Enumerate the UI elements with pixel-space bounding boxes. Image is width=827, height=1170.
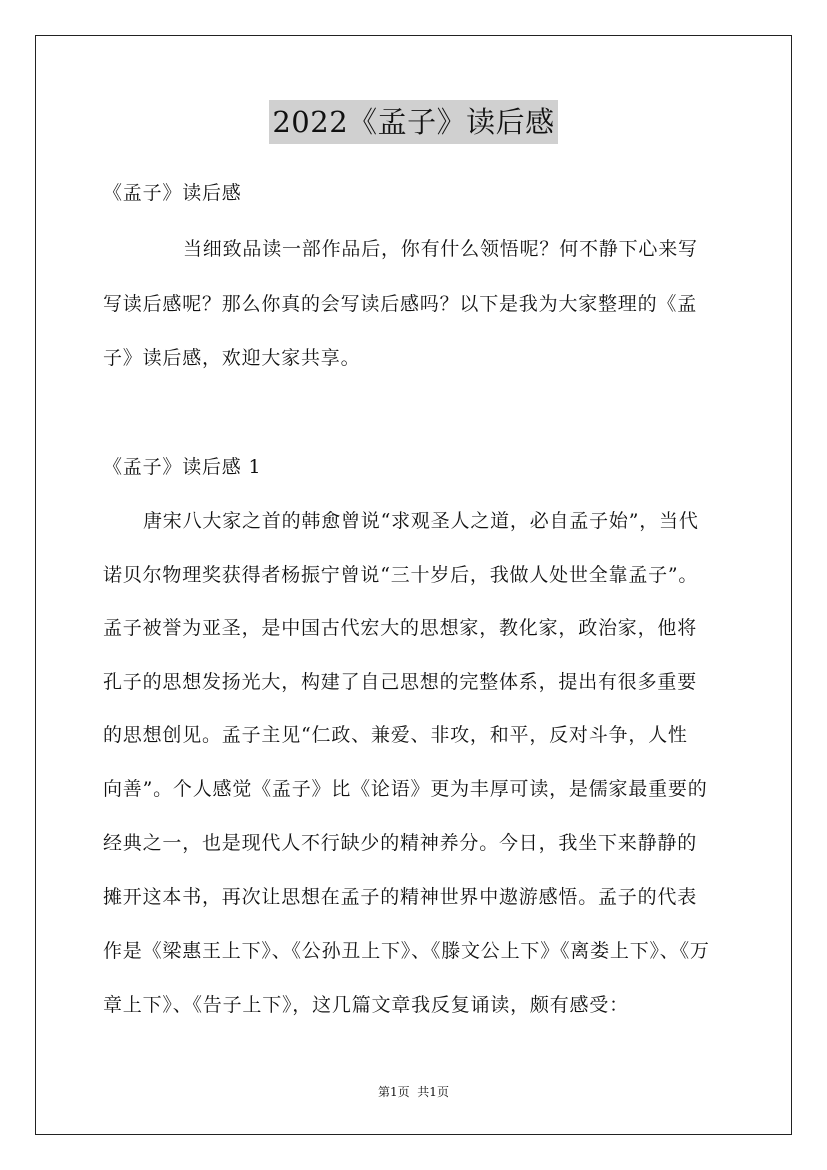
body-line-1: 唐宋八大家之首的韩愈曾说“求观圣人之道，必自孟子始”，当代 [143,510,699,532]
body-line-4: 孔子的思想发扬光大，构建了自己思想的完整体系，提出有很多重要 [103,671,698,693]
body-line-2: 诺贝尔物理奖获得者杨振宁曾说“三十岁后，我做人处世全靠孟子”。 [103,564,699,586]
intro-line-3: 子》读后感，欢迎大家共享。 [103,347,361,369]
intro-line-2: 写读后感呢？那么你真的会写读后感吗？以下是我为大家整理的《孟 [103,293,698,315]
document-subtitle: 《孟子》读后感 [103,182,242,204]
body-line-7: 经典之一，也是现代人不行缺少的精神养分。今日，我坐下来静静的 [103,832,698,854]
body-line-3: 孟子被誉为亚圣，是中国古代宏大的思想家，教化家，政治家，他将 [103,617,698,639]
document-title: 2022《孟子》读后感 [269,100,557,144]
body-line-9: 作是《梁惠王上下》、《公孙丑上下》、《滕文公上下》《离娄上下》、《万 [103,940,710,962]
body-line-5: 的思想创见。孟子主见“仁政、兼爱、非攻，和平，反对斗争，人性 [103,724,688,746]
title-container [0,100,827,144]
body-line-8: 摊开这本书，再次让思想在孟子的精神世界中遨游感悟。孟子的代表 [103,886,698,908]
intro-line-1: 当细致品读一部作品后，你有什么领悟呢？何不静下心来写 [183,238,698,260]
body-line-6: 向善”。个人感觉《孟子》比《论语》更为丰厚可读，是儒家最重要的 [103,778,708,800]
page-footer: 第1页 共1页 [378,1085,449,1099]
body-line-10: 章上下》、《告子上下》，这几篇文章我反复诵读，颇有感受： [103,994,629,1016]
section-heading: 《孟子》读后感 1 [103,456,262,478]
